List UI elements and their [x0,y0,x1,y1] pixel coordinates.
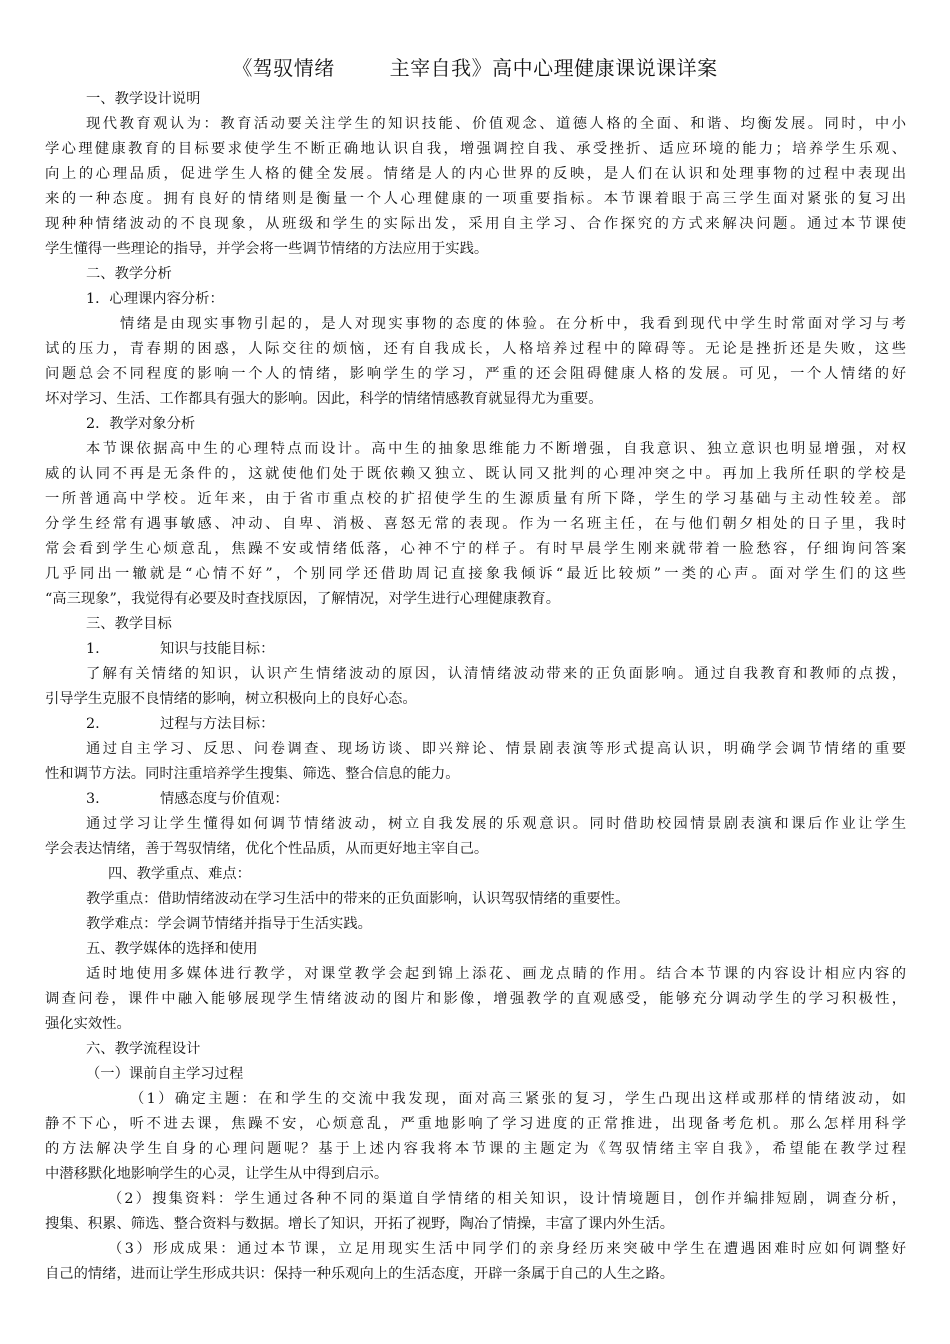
text-line: 性和调节方法。同时注重培养学生搜集、筛选、整合信息的能力。 [45,766,460,782]
text-line: 六、教学流程设计 [86,1041,201,1057]
text-line: 通过自主学习、反思、问卷调查、现场访谈、即兴辩论、情景剧表演等形式提高认识，明确学会调节情绪的重要 [86,741,906,757]
text-line: 学心理健康教育的目标要求使学生不断正确地认识自我，增强调控自我、承受挫折、适应环境的能力；培养学生乐观、 [45,141,906,157]
text-line: “高三现象”，我觉得有必要及时查找原因，了解情况，对学生进行心理健康教育。 [45,591,561,607]
text-line: 来的一种态度。拥有良好的情绪则是衡量一个人心理健康的一项重要指标。本节课着眼于高三学生面对紧张的复习出 [45,191,906,207]
text-line: 学生懂得一些理论的指导，并学会将一些调节情绪的方法应用于实践。 [45,241,489,257]
text-line: 的方法解决学生自身的心理问题呢？基于上述内容我将本节课的主题定为《驾驭情绪主宰自我》，希望能在教学过程 [45,1141,906,1157]
text-line: 自己的情绪，进而让学生形成共识：保持一种乐观向上的生活态度，开辟一条属于自己的人生之路。 [45,1266,675,1282]
text-line: 静不下心，听不进去课，焦躁不安，心烦意乱，严重地影响了学习进度的正常推进，出现备考危机。那么怎样用科学 [45,1116,906,1132]
text-line: 问题总会不同程度的影响一个人的情绪，影响学生的学习，严重的还会阻碍健康人格的发展。可见，一个人情绪的好 [45,366,906,382]
text-line: 五、教学媒体的选择和使用 [86,941,258,957]
text-line: 威的认同不再是无条件的，这就使他们处于既依赖又独立、既认同又批判的心理冲突之中。再加上我所任职的学校是 [45,466,906,482]
text-line: 向上的心理品质，促进学生人格的健全发展。情绪是人的内心世界的反映，是人们在认识和处理事物的过程中表现出 [45,166,906,182]
text-line: 过程与方法目标： [160,716,275,732]
text-line: 试的压力，青春期的困惑，人际交往的烦恼，还有自我成长，人格培养过程中的障碍等。无论是挫折还是失败，这些 [45,341,906,357]
text-line: 学会表达情绪，善于驾驭情绪，优化个性品质，从而更好地主宰自己。 [45,841,489,857]
text-line: 引导学生克服不良情绪的影响，树立积极向上的良好心态。 [45,691,417,707]
text-line: 现代教育观认为：教育活动要关注学生的知识技能、价值观念、道德人格的全面、和谐、均衡发展。同时，中小 [86,116,906,132]
text-line: 本节课依据高中生的心理特点而设计。高中生的抽象思维能力不断增强，自我意识、独立意识也明显增强，对权 [86,441,906,457]
text-line: 教学重点：借助情绪波动在学习生活中的带来的正负面影响，认识驾驭情绪的重要性。 [86,891,630,907]
text-line: 调查问卷，课件中融入能够展现学生情绪波动的图片和影像，增强教学的直观感受，能够充分调动学生的学习积极性， [45,991,906,1007]
text-line: 三、教学目标 [86,616,172,632]
text-line: 3. [86,791,100,807]
document-title: 《驾驭情绪 主宰自我》高中心理健康课说课详案 [232,56,718,80]
text-line: 搜集、积累、筛选、整合资料与数据。增长了知识，开拓了视野，陶冶了情操，丰富了课内外生活。 [45,1216,675,1232]
text-line: 坏对学习、生活、工作都具有强大的影响。因此，科学的情绪情感教育就显得尤为重要。 [45,391,603,407]
text-line: 1. [86,641,100,657]
text-line: 常会看到学生心烦意乱，焦躁不安或情绪低落，心神不宁的样子。有时早晨学生刚来就带着一脸愁容，仔细询问答案 [45,541,906,557]
text-line: 强化实效性。 [45,1016,131,1032]
text-line: 分学生经常有遇事敏感、冲动、自卑、消极、喜怒无常的表现。作为一名班主任，在与他们朝夕相处的日子里，我时 [45,516,906,532]
text-line: 一、教学设计说明 [86,91,201,107]
text-line: 现种种情绪波动的不良现象，从班级和学生的实际出发，采用自主学习、合作探究的方式来解决问题。通过本节课使 [45,216,906,232]
text-line: （一）课前自主学习过程 [86,1066,244,1082]
text-line: 中潜移默化地影响学生的心灵，让学生从中得到启示。 [45,1166,389,1182]
text-line: 教学难点：学会调节情绪并指导于生活实践。 [86,916,372,932]
text-line: 一所普通高中学校。近年来，由于省市重点校的扩招使学生的生源质量有所下降，学生的学习基础与主动性较差。部 [45,491,906,507]
text-line: 二、教学分析 [86,266,172,282]
text-line: 通过学习让学生懂得如何调节情绪波动，树立自我发展的乐观意识。同时借助校园情景剧表演和课后作业让学生 [86,816,906,832]
text-line: 几乎同出一辙就是“心情不好”，个别同学还借助周记直接象我倾诉“最近比较烦”一类的心声。面对学生们的这些 [45,566,906,582]
text-line: 情感态度与价值观： [160,791,289,807]
text-line: 2. [86,716,100,732]
text-line: 知识与技能目标： [160,641,275,657]
text-line: 2．教学对象分析 [86,416,196,432]
text-line: （1）确定主题：在和学生的交流中我发现，面对高三紧张的复习，学生凸现出这样或那样的情绪波动，如 [130,1091,906,1107]
text-line: 情绪是由现实事物引起的，是人对现实事物的态度的体验。在分析中，我看到现代中学生时常面对学习与考 [120,316,906,332]
text-line: （3）形成成果：通过本节课，立足用现实生活中同学们的亲身经历来突破中学生在遭遇困难时应如何调整好 [108,1241,906,1257]
text-line: 适时地使用多媒体进行教学，对课堂教学会起到锦上添花、画龙点睛的作用。结合本节课的内容设计相应内容的 [86,966,906,982]
text-line: 1．心理课内容分析： [86,291,224,307]
text-line: 了解有关情绪的知识，认识产生情绪波动的原因，认清情绪波动带来的正负面影响。通过自我教育和教师的点拨， [86,666,906,682]
text-line: （2）搜集资料：学生通过各种不同的渠道自学情绪的相关知识，设计情境题目，创作并编排短剧，调查分析， [108,1191,906,1207]
text-line: 四、教学重点、难点： [108,866,251,882]
